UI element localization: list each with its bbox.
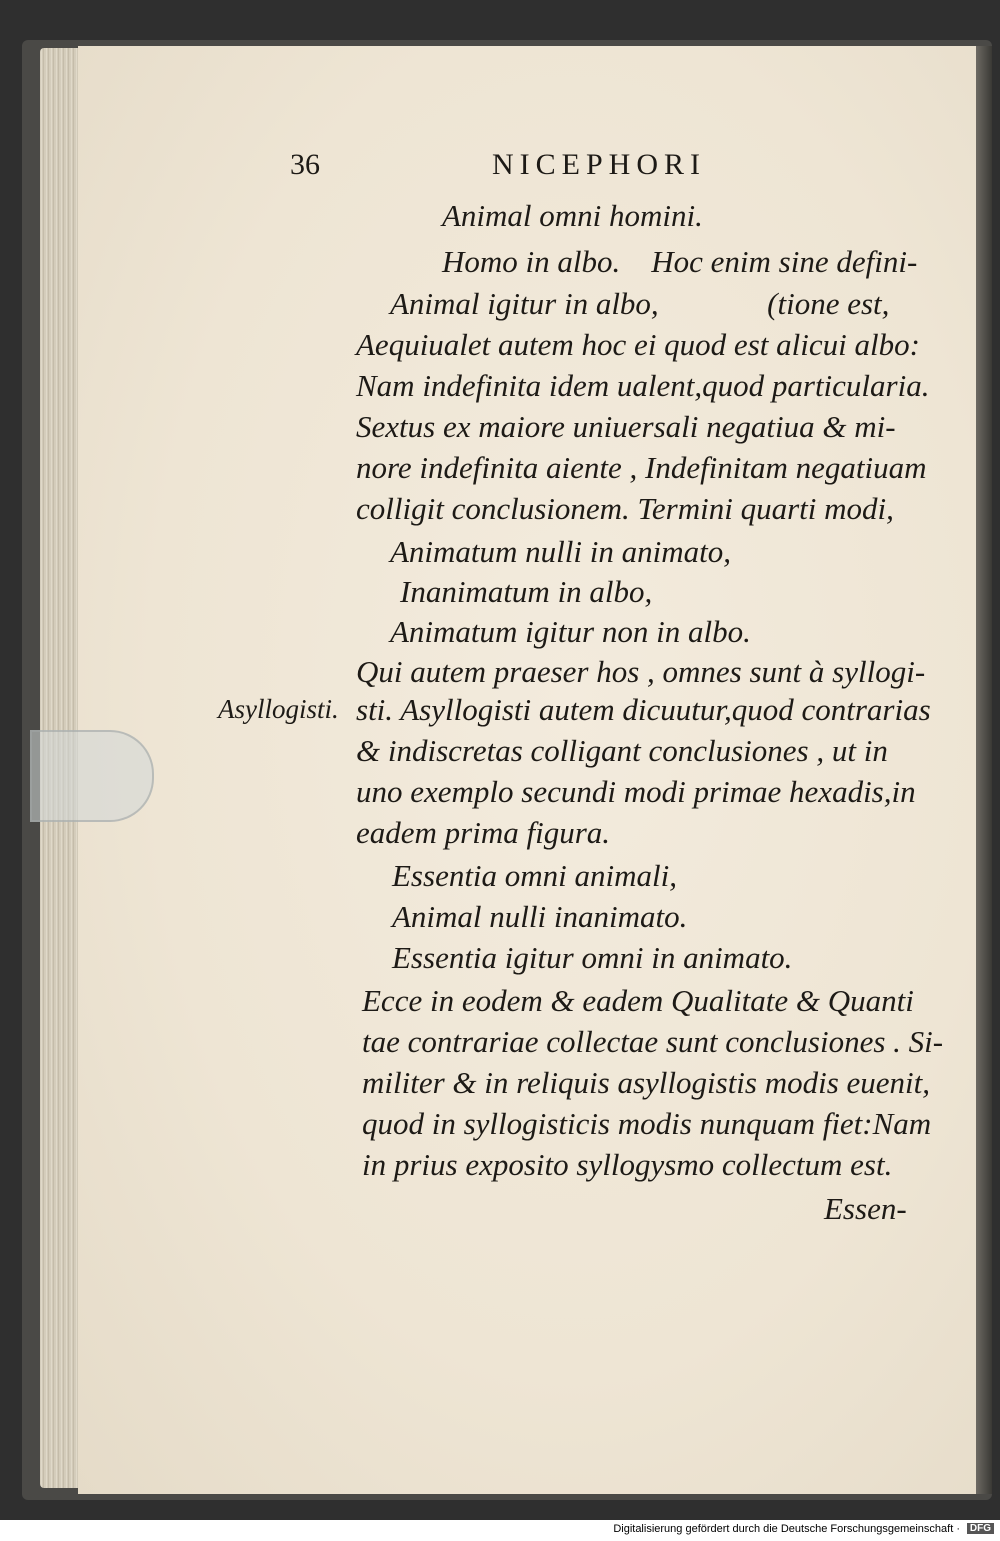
text-line: Essentia igitur omni in animato.	[392, 940, 793, 975]
text-line: quod in syllogisticis modis nunquam fiet:Nam	[362, 1106, 932, 1141]
text-line: Nam indefinita idem ualent,quod particularia.	[356, 368, 930, 403]
text-line: Animal omni homini.	[442, 198, 703, 233]
text-line: nore indefinita aiente , Indefinitam negatiuam	[356, 450, 927, 485]
text-line: Animal nulli inanimato.	[392, 899, 688, 934]
page-number: 36	[290, 148, 320, 181]
text-line: eadem prima figura.	[356, 815, 611, 850]
text-line: Qui autem praeser hos , omnes sunt à syllogi-	[356, 654, 926, 689]
text-line: Animatum nulli in animato,	[390, 534, 731, 569]
margin-note: Asyllogisti.	[218, 694, 339, 724]
running-head: NICEPHORI	[492, 148, 707, 181]
footer-credit: Digitalisierung gefördert durch die Deutsche Forschungsgemeinschaft ·	[613, 1523, 960, 1535]
catchword: Essen-	[824, 1191, 907, 1226]
text-line: sti. Asyllogisti autem dicuutur,quod contrarias	[356, 692, 931, 727]
text-line: Animal igitur in albo, (tione est,	[390, 286, 890, 321]
text-line: uno exemplo secundi modi primae hexadis,in	[356, 774, 916, 809]
text-line: militer & in reliquis asyllogistis modis euenit,	[362, 1065, 931, 1100]
text-line: Animatum igitur non in albo.	[390, 614, 751, 649]
gutter-shadow	[976, 46, 992, 1494]
text-line: Essentia omni animali,	[392, 858, 678, 893]
page-clip	[30, 730, 154, 822]
text-line: tae contrariae collectae sunt conclusiones . Si-	[362, 1024, 944, 1059]
footer-bar	[0, 1520, 1000, 1541]
text-line: in prius exposito syllogysmo collectum est.	[362, 1147, 893, 1182]
text-line: Aequiualet autem hoc ei quod est alicui albo:	[356, 327, 920, 362]
dfg-logo: DFG	[967, 1523, 994, 1534]
text-line: Sextus ex maiore uniuersali negatiua & mi-	[356, 409, 896, 444]
text-line: Inanimatum in albo,	[400, 574, 653, 609]
text-line: colligit conclusionem. Termini quarti modi,	[356, 491, 894, 526]
text-line: Homo in albo. Hoc enim sine defini-	[442, 244, 918, 279]
text-line: & indiscretas colligant conclusiones , ut in	[356, 733, 888, 768]
text-line: Ecce in eodem & eadem Qualitate & Quanti	[362, 983, 914, 1018]
